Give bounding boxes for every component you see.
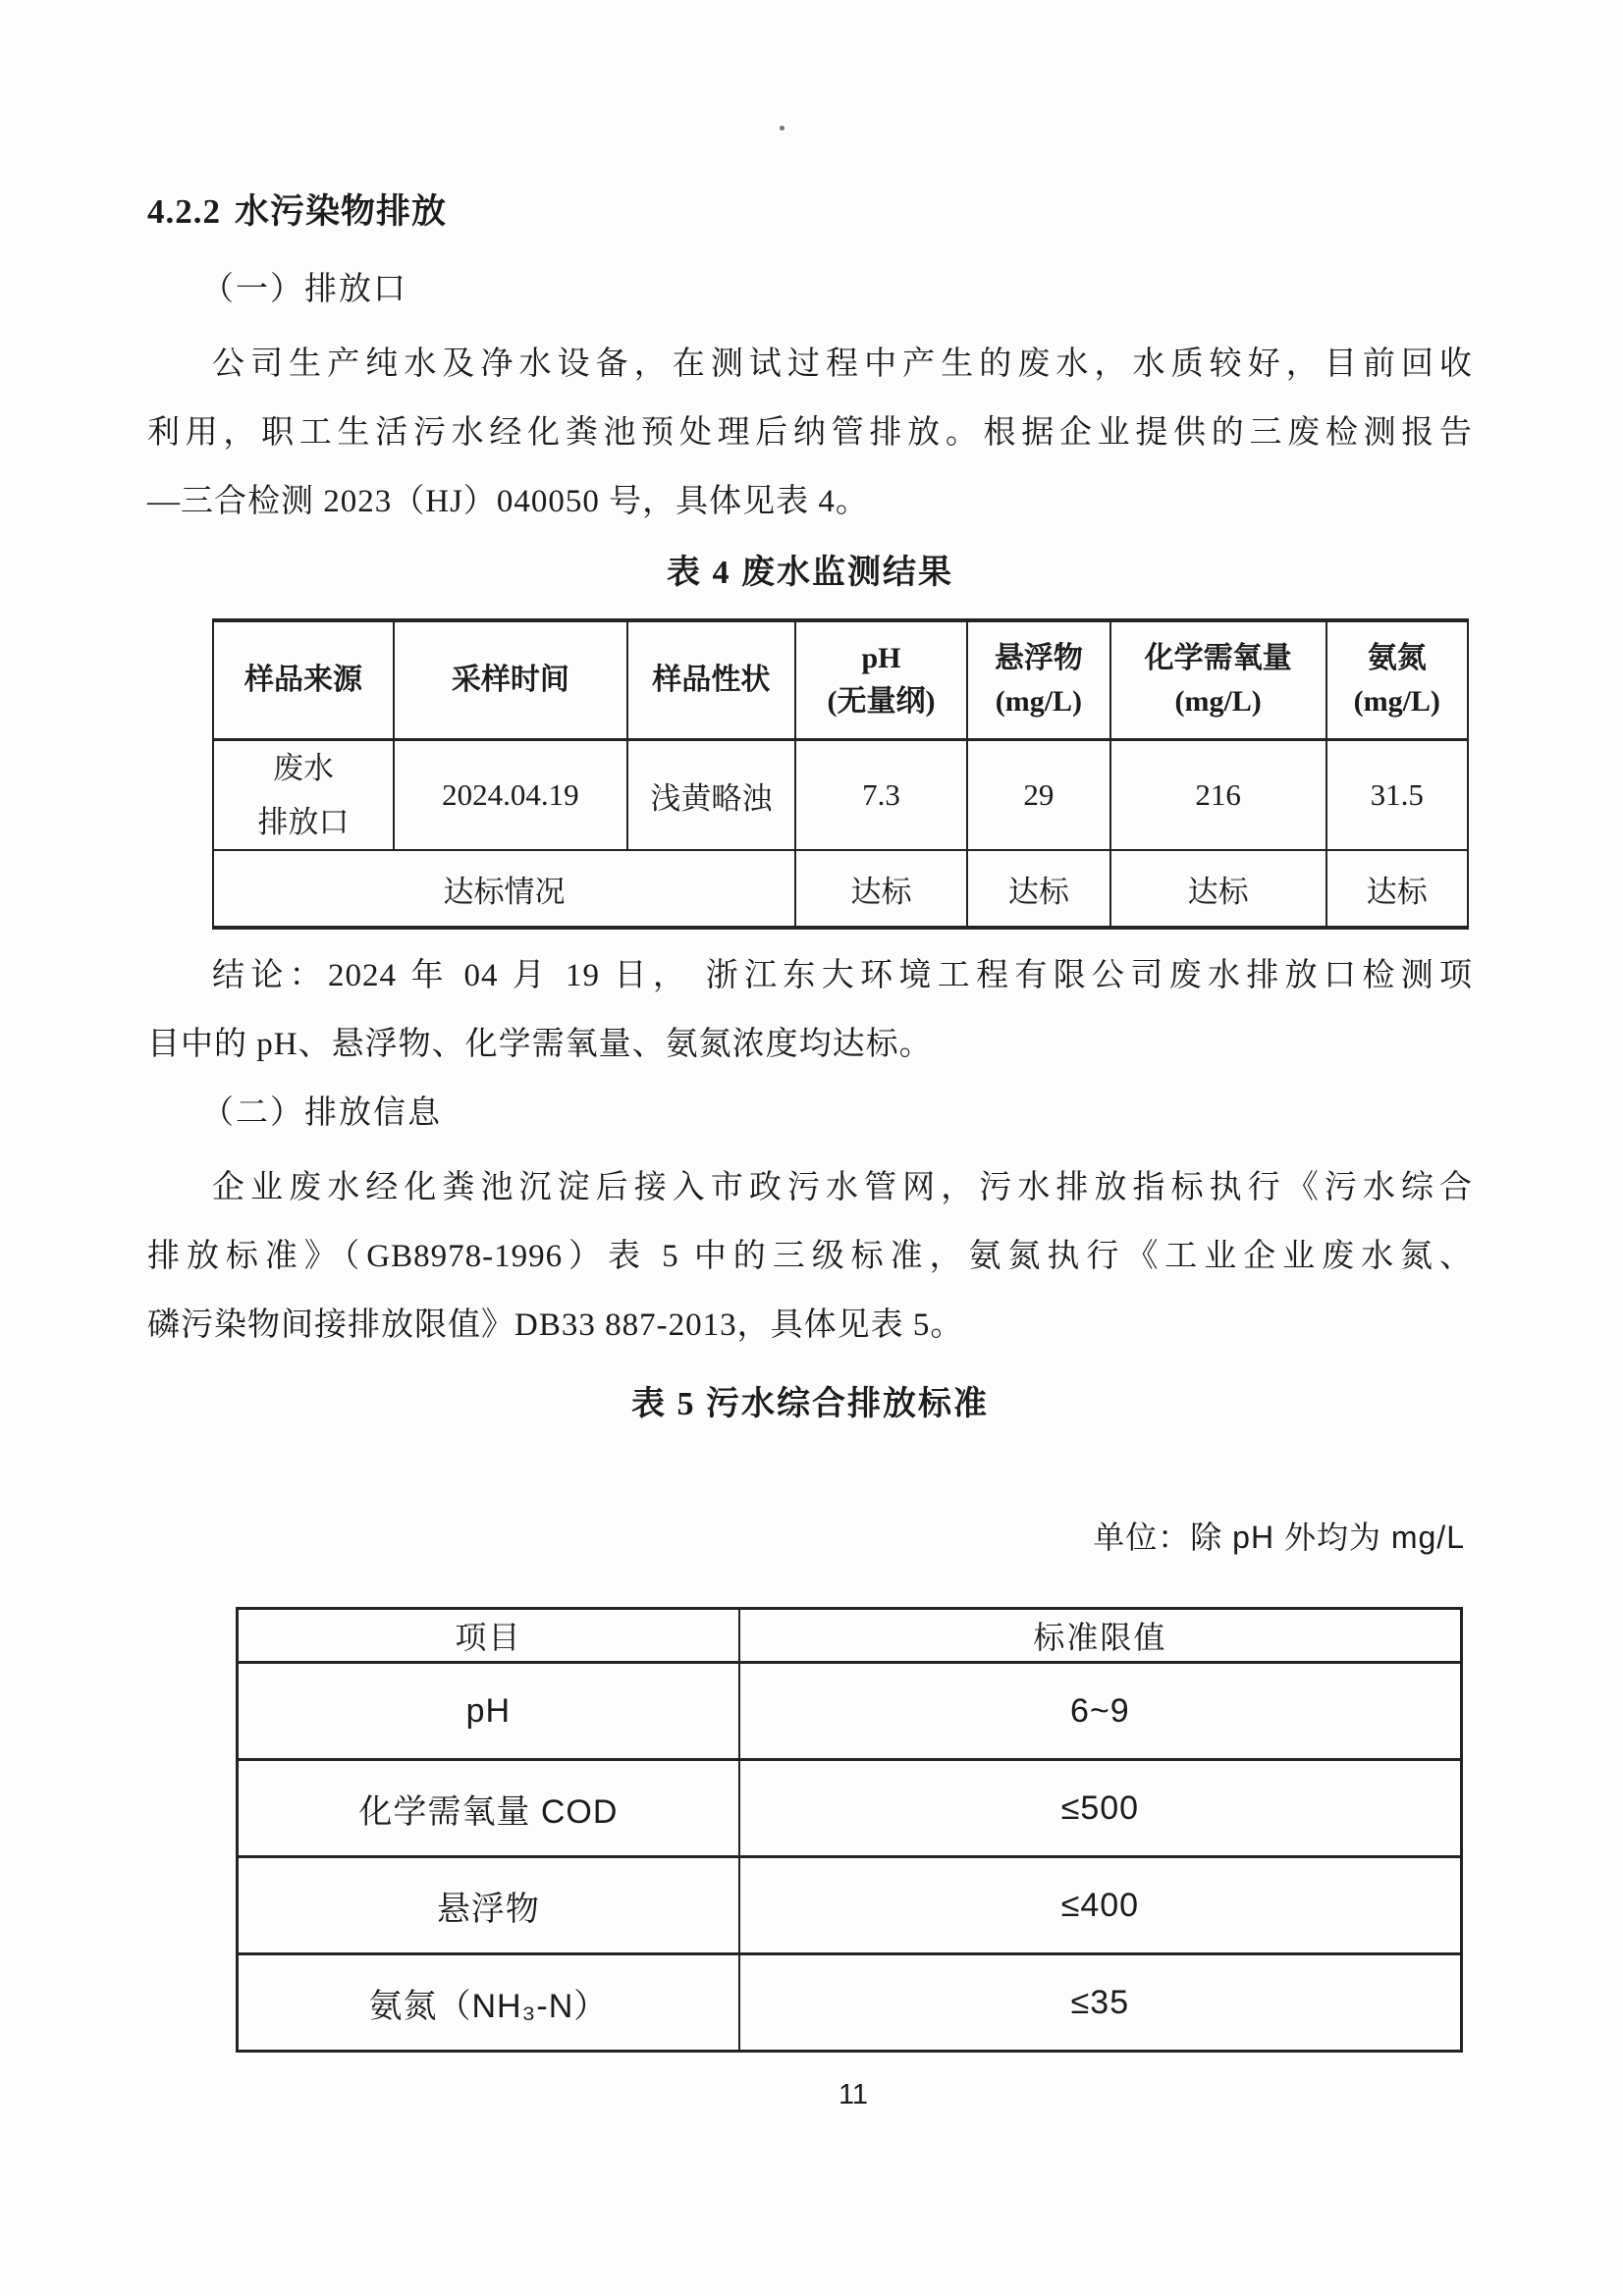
paragraph-1-line: 利用，职工生活污水经化粪池预处理后纳管排放。根据企业提供的三废检测报告 <box>147 415 1473 451</box>
paragraph-2-line: 企业废水经化粪池沉淀后接入市政污水管网，污水排放指标执行《污水综合 <box>212 1170 1473 1205</box>
cell-item-ammonia: 氨氮（NH₃-N） <box>238 1954 739 2052</box>
paragraph-2-line: 排放标准》（GB8978-1996）表 5 中的三级标准，氨氮执行《工业企业废水氮、 <box>147 1239 1473 1274</box>
table-row <box>238 1857 1462 1954</box>
section-heading <box>147 0 1473 234</box>
cell-ph-value: 7.3 <box>795 740 967 851</box>
cell-ammonia-value: 31.5 <box>1326 740 1468 851</box>
cell-item-cod: 化学需氧量 COD <box>238 1760 739 1857</box>
cell-limit-cod: ≤500 <box>739 1760 1462 1857</box>
cell-suspended-solids-value: 29 <box>967 740 1110 851</box>
cell-sample-time: 2024.04.19 <box>394 740 627 851</box>
unit-note: 单位：除 pH 外均为 mg/L <box>1093 1520 1465 1555</box>
table-5-header-row <box>238 1609 1462 1663</box>
table-4-header-sample-time: 采样时间 <box>394 620 627 740</box>
table-4-header-row <box>213 620 1468 740</box>
page-number: 11 <box>838 2079 869 2110</box>
cell-ammonia-compliance: 达标 <box>1326 850 1468 928</box>
cell-ph-compliance: 达标 <box>795 850 967 928</box>
cell-cod-compliance: 达标 <box>1110 850 1326 928</box>
table-5-header-item: 项目 <box>238 1609 739 1663</box>
table-5-discharge-standard <box>236 1607 1463 2053</box>
cell-sample-appearance: 浅黄略浊 <box>627 740 795 851</box>
table-4-header-ph: pH (无量纲) <box>795 620 967 740</box>
table-row <box>238 1663 1462 1760</box>
paragraph-2 <box>147 1153 1473 1360</box>
table-4-title: 表 4 废水监测结果 <box>667 555 953 591</box>
paragraph-1-line: 公司生产纯水及净水设备，在测试过程中产生的废水，水质较好，目前回收 <box>212 347 1473 382</box>
paragraph-1 <box>147 330 1473 536</box>
table-row <box>238 1760 1462 1857</box>
table-4-compliance-row <box>213 850 1468 928</box>
table-4-header-ammonia: 氨氮 (mg/L) <box>1326 620 1468 740</box>
table-4-header-cod: 化学需氧量 (mg/L) <box>1110 620 1326 740</box>
cell-sample-source: 废水 排放口 <box>213 740 394 851</box>
cell-cod-value: 216 <box>1110 740 1326 851</box>
table-4-header-sample-source: 样品来源 <box>213 620 394 740</box>
table-4-wastewater-monitoring <box>212 618 1469 930</box>
subsection-2-heading: （二）排放信息 <box>201 1095 442 1131</box>
cell-item-ph: pH <box>238 1663 739 1760</box>
subsection-1-heading: （一）排放口 <box>201 272 407 307</box>
table-5-title: 表 5 污水综合排放标准 <box>631 1386 989 1422</box>
paragraph-1-line: —三合检测 2023（HJ）040050 号，具体见表 4。 <box>147 484 869 519</box>
cell-limit-suspended-solids: ≤400 <box>739 1857 1462 1954</box>
table-row <box>238 1954 1462 2052</box>
conclusion-line: 目中的 pH、悬浮物、化学需氧量、氨氮浓度均达标。 <box>147 1027 933 1062</box>
section-title: 水污染物排放 <box>235 192 448 231</box>
table-4-header-suspended-solids: 悬浮物 (mg/L) <box>967 620 1110 740</box>
cell-item-suspended-solids: 悬浮物 <box>238 1857 739 1954</box>
cell-limit-ammonia: ≤35 <box>739 1954 1462 2052</box>
cell-suspended-solids-compliance: 达标 <box>967 850 1110 928</box>
table-4-header-sample-appearance: 样品性状 <box>627 620 795 740</box>
conclusion-line: 结论：2024 年 04 月 19 日， 浙江东大环境工程有限公司废水排放口检测项 <box>212 958 1473 993</box>
table-5-header-limit: 标准限值 <box>739 1609 1462 1663</box>
conclusion-paragraph <box>147 941 1473 1079</box>
cell-limit-ph: 6~9 <box>739 1663 1462 1760</box>
paragraph-2-line: 磷污染物间接排放限值》DB33 887-2013，具体见表 5。 <box>147 1308 964 1343</box>
scan-artifact-dot <box>780 126 784 131</box>
cell-compliance-label: 达标情况 <box>213 850 795 928</box>
table-4-data-row <box>213 740 1468 851</box>
section-number: 4.2.2 <box>147 192 221 231</box>
